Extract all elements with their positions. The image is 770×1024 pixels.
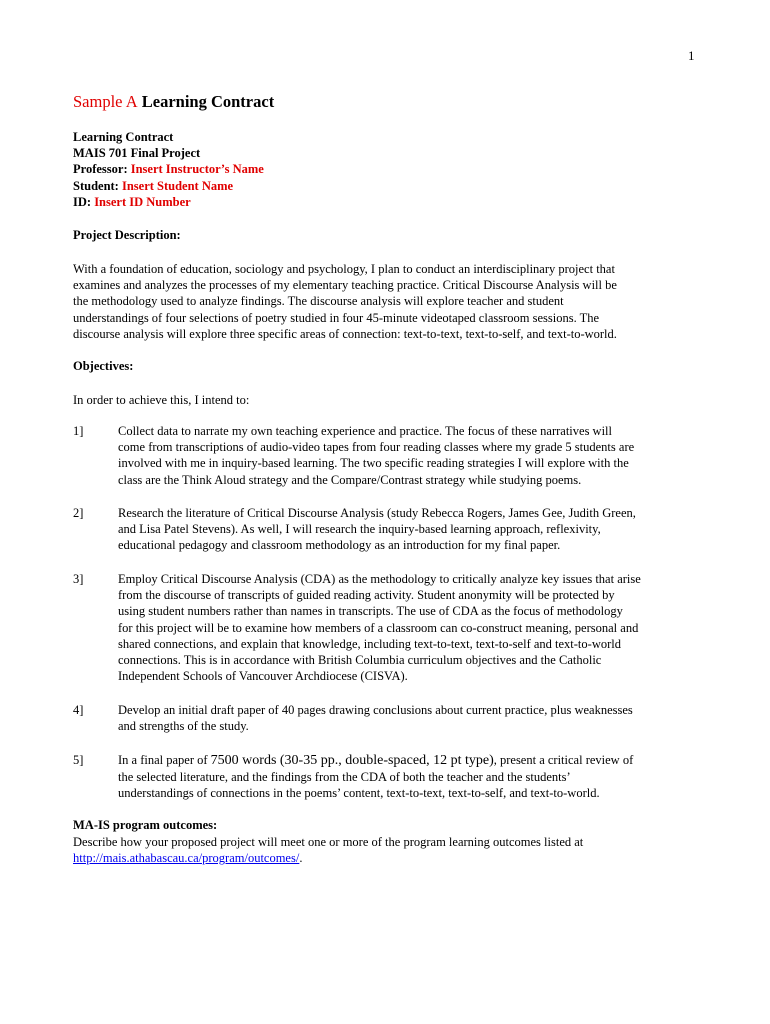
objective-number: 4] xyxy=(73,703,84,717)
document-title xyxy=(73,92,274,112)
objective-line: educational pedagogy and classroom methodology as an introduction for my final paper. xyxy=(118,538,561,553)
outcomes-line: Describe how your proposed project will meet one or more of the program learning outcomes listed at xyxy=(73,835,584,849)
student-value: Insert Student Name xyxy=(121,178,234,193)
objective-line: Develop an initial draft paper of 40 pages drawing conclusions about current practice, plus weaknesses xyxy=(118,703,633,717)
outcomes-link[interactable]: http://mais.athabascau.ca/program/outcomes/ xyxy=(73,851,300,866)
objective-fragment-emphasis: 7500 words (30-35 pp., double-spaced, 12 pt type) xyxy=(210,753,494,768)
id-line xyxy=(73,194,264,210)
outcomes-paragraph xyxy=(73,834,713,866)
professor-value: Insert Instructor’s Name xyxy=(130,162,264,177)
objective-text xyxy=(118,505,703,554)
objective-text xyxy=(118,423,703,488)
objective-line: class are the Think Aloud strategy and the Compare/Contrast strategy while studying poems. xyxy=(118,472,582,487)
objective-line: understandings of connections in the poems’ content, text-to-text, text-to-self, and text-to-world. xyxy=(118,786,600,801)
objective-text xyxy=(118,702,703,734)
professor-line xyxy=(73,161,264,177)
project-description-paragraph xyxy=(73,261,713,342)
objective-line: using student numbers rather than names in transcripts. The use of CDA as the focus of methodology xyxy=(118,604,623,619)
objective-line: Collect data to narrate my own teaching experience and practice. The focus of these narratives will xyxy=(118,424,613,438)
objective-line: Employ Critical Discourse Analysis (CDA) as the methodology to critically analyze key issues that arise xyxy=(118,572,641,586)
objective-fragment: In a final paper of xyxy=(118,753,211,767)
objective-number: 2] xyxy=(73,506,84,520)
objective-line: Research the literature of Critical Discourse Analysis (study Rebecca Rogers, James Gee, Judith Green, xyxy=(118,506,636,520)
student-line xyxy=(73,178,264,194)
professor-label: Professor: xyxy=(73,162,131,177)
paragraph-line: discourse analysis will explore three specific areas of connection: text-to-text, text-to-self, and text-to-world. xyxy=(73,326,617,341)
objective-line: come from transcriptions of audio-video tapes from four reading classes where my grade 5 students are xyxy=(118,440,635,455)
objectives-intro: In order to achieve this, I intend to: xyxy=(73,393,250,407)
objective-line: for this project will be to examine how members of a classroom can co-construct meaning, personal and xyxy=(118,620,639,635)
outcomes-link-line xyxy=(73,850,713,866)
objective-fragment: , present a critical review of xyxy=(493,753,634,767)
id-label: ID: xyxy=(73,194,95,209)
contract-header xyxy=(73,129,264,210)
title-rest: Learning Contract xyxy=(137,92,275,111)
objective-text xyxy=(118,571,703,684)
objective-line: connections. This is in accordance with British Columbia curriculum objectives and the Catholic xyxy=(118,653,602,668)
objectives-heading: Objectives: xyxy=(73,359,134,373)
objective-line: Independent Schools of Vancouver Archdiocese (CISVA). xyxy=(118,669,408,684)
objective-text xyxy=(118,752,703,802)
title-accent: Sample A xyxy=(73,92,138,111)
objective-line: and strengths of the study. xyxy=(118,719,249,734)
page-number: 1 xyxy=(688,48,695,63)
objective-line: shared connections, and explain that knowledge, including text-to-text, text-to-self and text-to-world xyxy=(118,636,621,651)
header-line-2: MAIS 701 Final Project xyxy=(73,146,201,161)
objective-line xyxy=(118,752,703,769)
header-line-1: Learning Contract xyxy=(73,130,174,144)
paragraph-line: the methodology used to analyze findings. The discourse analysis will explore teacher and student xyxy=(73,294,564,309)
objective-line: and Lisa Patel Stevens). As well, I will research the inquiry-based learning approach, reflexivity, xyxy=(118,522,601,537)
objective-line: from the discourse of transcripts of guided reading activity. Student anonymity will be protected by xyxy=(118,588,615,603)
objective-number: 3] xyxy=(73,572,84,586)
paragraph-line: understandings of four selections of poetry studied in four 45-minute videotaped classroom sessions. The xyxy=(73,310,600,325)
id-value: Insert ID Number xyxy=(94,194,191,209)
student-label: Student: xyxy=(73,178,122,193)
objective-line: involved with me in inquiry-based learning. The two specific reading strategies I will explore with the xyxy=(118,456,629,471)
paragraph-line: With a foundation of education, sociology and psychology, I plan to conduct an interdisciplinary project that xyxy=(73,262,615,276)
objective-number: 5] xyxy=(73,753,84,767)
outcomes-heading: MA-IS program outcomes: xyxy=(73,818,218,832)
project-description-heading: Project Description: xyxy=(73,228,181,242)
outcomes-link-period: . xyxy=(299,851,303,866)
objective-number: 1] xyxy=(73,424,84,438)
paragraph-line: examines and analyzes the processes of my elementary teaching practice. Critical Discourse Analysis will be xyxy=(73,278,617,293)
objective-line: the selected literature, and the findings from the CDA of both the teacher and the students’ xyxy=(118,770,571,785)
